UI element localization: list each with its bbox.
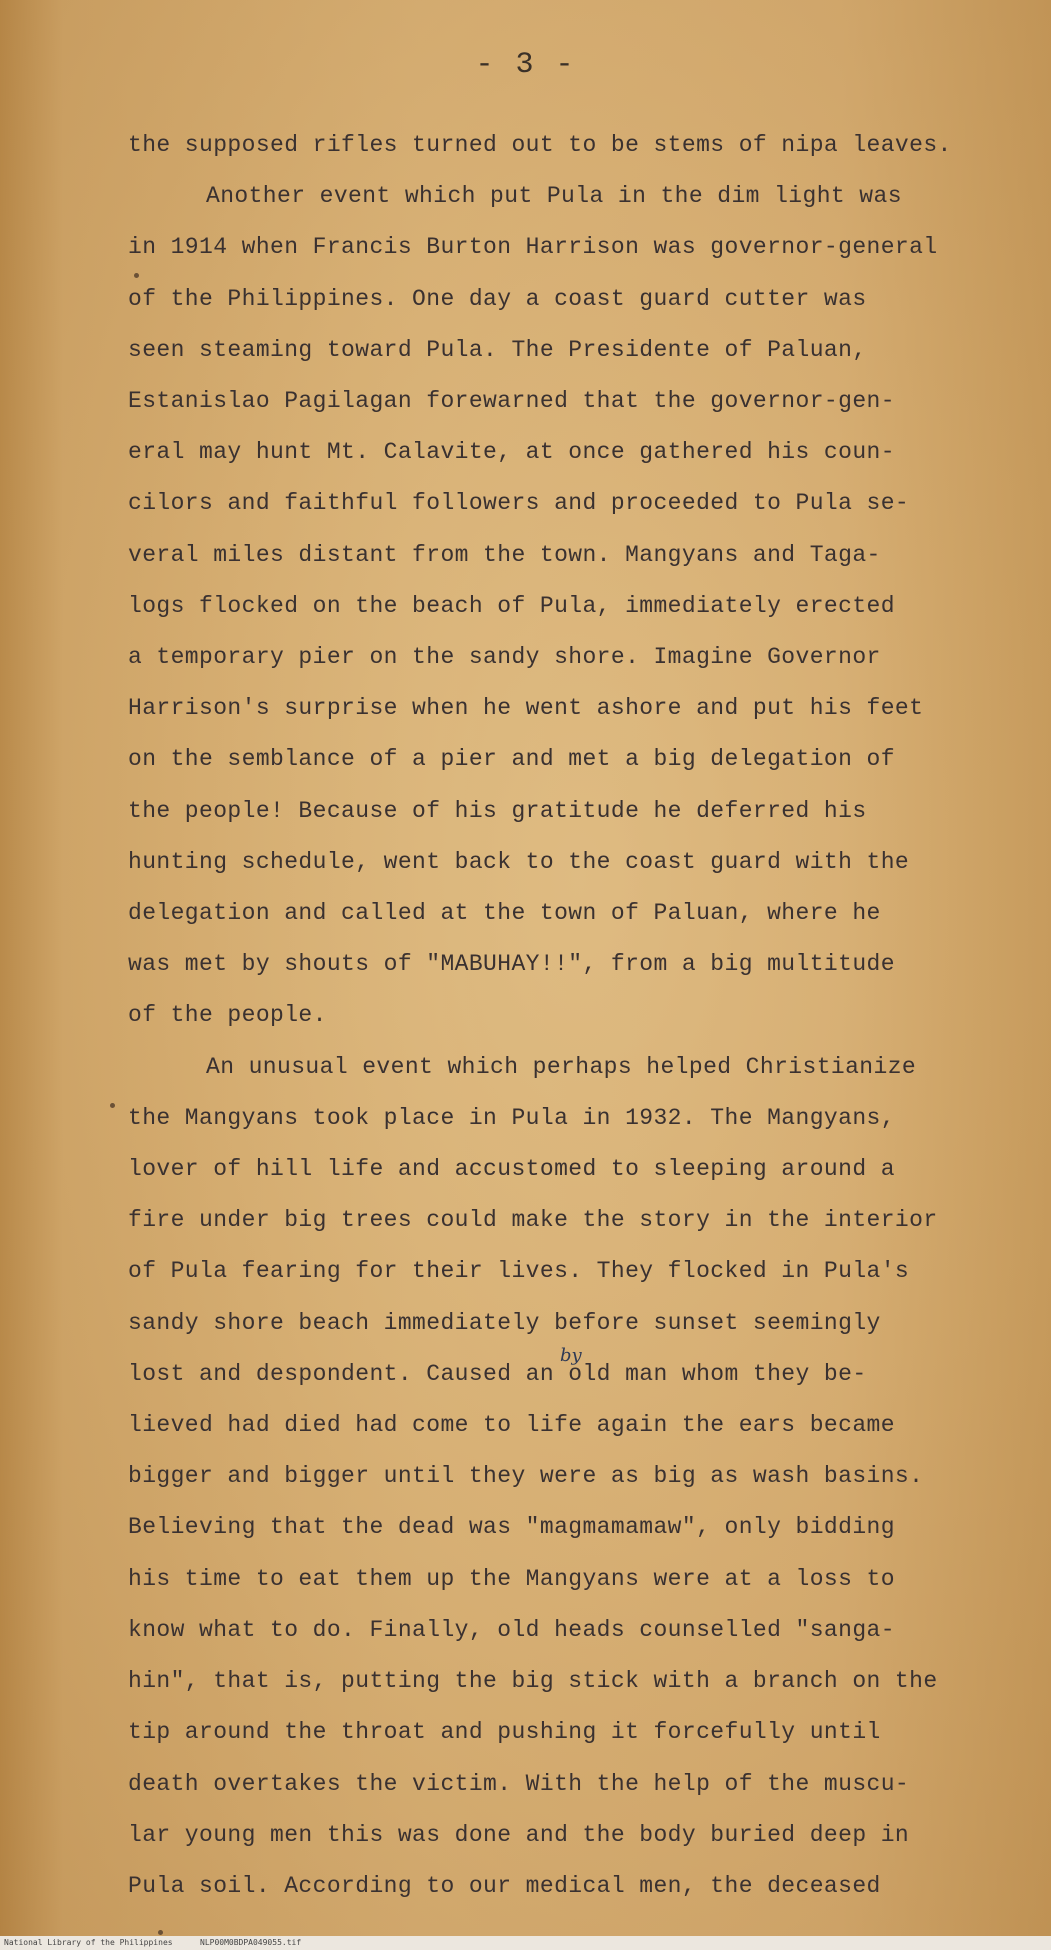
text-line: in 1914 when Francis Burton Harrison was governor-general	[128, 234, 938, 261]
text-line: the supposed rifles turned out to be stems of nipa leaves.	[128, 132, 952, 158]
scan-footer	[0, 1936, 1051, 1950]
text-line: cilors and faithful followers and proceeded to Pula se-	[128, 490, 910, 517]
footer-institution: National Library of the Philippines	[4, 1938, 173, 1947]
text-line: death overtakes the victim. With the help of the muscu-	[128, 1770, 910, 1797]
text-line: a temporary pier on the sandy shore. Imagine Governor	[128, 644, 881, 671]
text-line: lost and despondent. Caused an old man whom they be-	[128, 1360, 867, 1387]
text-line: his time to eat them up the Mangyans were at a loss to	[128, 1565, 895, 1592]
margin-mark	[158, 1930, 163, 1935]
text-line: seen steaming toward Pula. The Presidente of Paluan,	[128, 336, 867, 363]
text-line: sandy shore beach immediately before sunset seemingly	[128, 1309, 881, 1336]
text-line: of the people.	[128, 1002, 327, 1029]
text-line: on the semblance of a pier and met a big delegation of	[128, 746, 895, 773]
body-text	[128, 120, 1008, 1912]
text-line: lover of hill life and accustomed to sleeping around a	[128, 1156, 895, 1183]
text-line: logs flocked on the beach of Pula, immediately erected	[128, 592, 895, 619]
text-line: Believing that the dead was "magmamamaw", only bidding	[128, 1514, 895, 1541]
text-line: fire under big trees could make the story in the interior	[128, 1207, 938, 1234]
text-line: the people! Because of his gratitude he deferred his	[128, 797, 867, 824]
text-line: tip around the throat and pushing it forcefully until	[128, 1719, 881, 1746]
text-line: veral miles distant from the town. Mangyans and Taga-	[128, 541, 881, 568]
text-line: Harrison's surprise when he went ashore and put his feet	[128, 695, 924, 722]
margin-mark	[134, 273, 139, 278]
margin-mark	[110, 1103, 115, 1108]
text-line: of the Philippines. One day a coast guard cutter was	[128, 285, 867, 312]
text-line: An unusual event which perhaps helped Christianize	[206, 1053, 917, 1080]
text-line: bigger and bigger until they were as big as wash basins.	[128, 1463, 924, 1490]
text-line: eral may hunt Mt. Calavite, at once gathered his coun-	[128, 439, 895, 466]
text-line: Estanislao Pagilagan forewarned that the governor-gen-	[128, 388, 895, 415]
handwritten-correction: by	[560, 1345, 582, 1366]
text-line: Another event which put Pula in the dim light was	[206, 183, 902, 210]
text-line: delegation and called at the town of Paluan, where he	[128, 900, 881, 927]
text-line: lieved had died had come to life again the ears became	[128, 1412, 895, 1439]
text-line: hunting schedule, went back to the coast guard with the	[128, 848, 910, 875]
text-line: of Pula fearing for their lives. They flocked in Pula's	[128, 1258, 910, 1285]
footer-filename: NLP00M0BDPA049055.tif	[200, 1938, 302, 1947]
text-line: was met by shouts of "MABUHAY!!", from a big multitude	[128, 951, 895, 978]
page-number: - 3 -	[475, 48, 576, 82]
text-line: lar young men this was done and the body buried deep in	[128, 1821, 910, 1848]
text-line: Pula soil. According to our medical men, the deceased	[128, 1872, 881, 1899]
text-line: know what to do. Finally, old heads counselled "sanga-	[128, 1616, 895, 1643]
text-line: the Mangyans took place in Pula in 1932. The Mangyans,	[128, 1104, 895, 1131]
text-line: hin", that is, putting the big stick with a branch on the	[128, 1668, 938, 1695]
